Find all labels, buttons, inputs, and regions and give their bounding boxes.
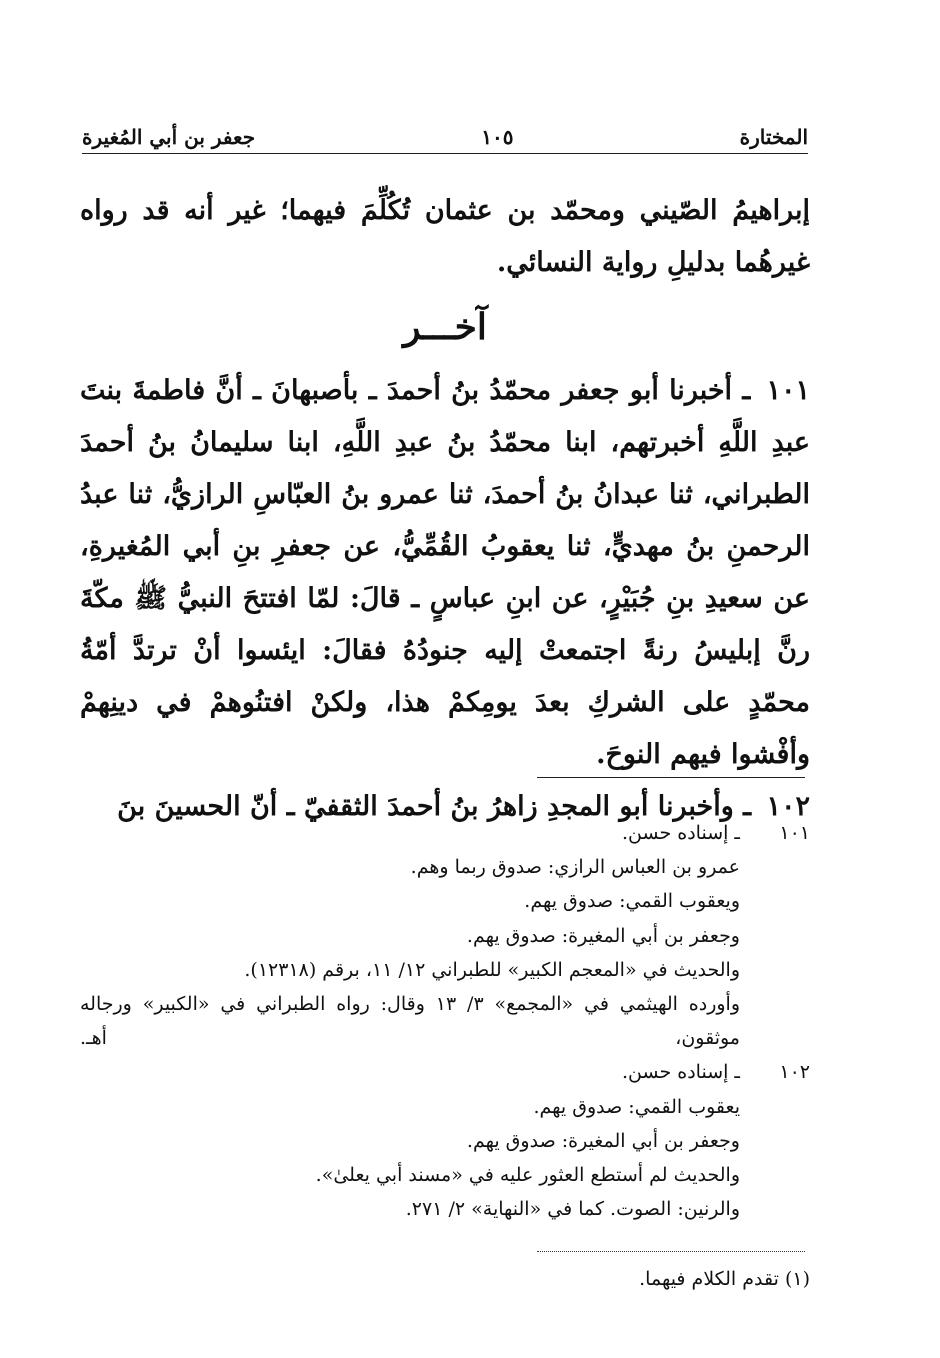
note-101-head-text: ـ إسناده حسن.: [622, 822, 740, 844]
note-line: والحديث في «المعجم الكبير» للطبراني ١٢/ ١١، برقم (١٢٣١٨).: [244, 958, 740, 981]
hadith-101: [80, 365, 810, 781]
notes: [80, 816, 810, 1226]
note-102-head: [80, 1055, 810, 1089]
note-line: وجعفر بن أبي المغيرة: صدوق يهم.: [466, 1129, 740, 1152]
footnote-divider: [537, 1251, 805, 1252]
hadith-101-number: ١٠١: [766, 375, 811, 406]
book-title: المختارة: [739, 125, 808, 149]
note-102-number: ١٠٢: [779, 1061, 810, 1084]
section-title: آخـــر: [403, 306, 487, 348]
note-101-number: ١٠١: [779, 822, 810, 844]
hadith-102-number: ١٠٢: [766, 791, 810, 822]
footnote-text: تقدم الكلام فيهما.: [639, 1268, 779, 1290]
footnote-number: (١): [784, 1268, 810, 1290]
chapter-title: جعفر بن أبي المُغيرة: [82, 125, 256, 149]
note-line: عمرو بن العباس الرازي: صدوق ربما وهم.: [410, 856, 740, 879]
note-line: ويعقوب القمي: صدوق يهم.: [524, 890, 740, 913]
running-header: [82, 118, 808, 154]
footnote: [80, 1262, 810, 1296]
page-number: ١٠٥: [481, 125, 514, 149]
note-line: والرنين: الصوت. كما في «النهاية» ٢/ ٢٧١.: [405, 1198, 740, 1221]
note-line: والحديث لم أستطع العثور عليه في «مسند أبي يعلىٰ».: [315, 1164, 740, 1187]
note-line: يعقوب القمي: صدوق يهم.: [533, 1095, 740, 1118]
hadith-101-text: ـ أخبرنا أبو جعفر محمّدُ بنُ أحمدَ ـ بأصبهانَ ـ أنَّ فاطمةَ بنتَ عبدِ اللَّهِ أخبرتهم، ابنا محمّدُ بنُ عبدِ اللَّهِ، ابنا سليمانُ بنُ أحمدَ الطبراني، ثنا عبدانُ بنُ أحمدَ، ثنا عمرو بنُ العبّاسِ الرازيُّ، ثنا عبدُ الرحمنِ بنُ مهديٍّ، ثنا يعقوبُ القُمِّيُّ، عن جعفرِ بنِ أبي المُغيرةِ، عن سعيدِ بنِ جُبَيْرٍ، عن ابنِ عباسٍ ـ قالَ: لمّا افتتحَ النبيُّ ﷺ مكّةَ رنَّ إبليسُ رنةً اجتمعتْ إليه جنودُهُ فقالَ: ايئسوا أنْ ترتدَّ أمّةُ محمّدٍ على الشركِ بعدَ يومِكمْ هذا، ولكنْ افتنُوهمْ في دينِهمْ وأفْشوا فيهم النوحَ.: [80, 375, 810, 770]
main-text: [80, 185, 810, 833]
notes-divider: [537, 777, 805, 778]
note-101-head: [80, 816, 810, 850]
note-102-head-text: ـ إسناده حسن.: [622, 1061, 740, 1084]
hadith-102-text: ـ وأخبرنا أبو المجدِ زاهرُ بنُ أحمدَ الثقفيّ ـ أنّ الحسينَ بنَ: [117, 791, 752, 822]
intro-paragraph: إبراهيمُ الصّيني ومحمّد بن عثمان تُكُلِّمَ فيهما؛ غير أنه قد رواه غيرهُما بدليلِ رواية النسائي.: [80, 195, 810, 278]
note-line: وجعفر بن أبي المغيرة: صدوق يهم.: [466, 924, 740, 947]
note-line: وأورده الهيثمي في «المجمع» ٣/ ١٣ وقال: رواه الطبراني في «الكبير» ورجاله موثقون، أهـ.: [80, 993, 740, 1050]
